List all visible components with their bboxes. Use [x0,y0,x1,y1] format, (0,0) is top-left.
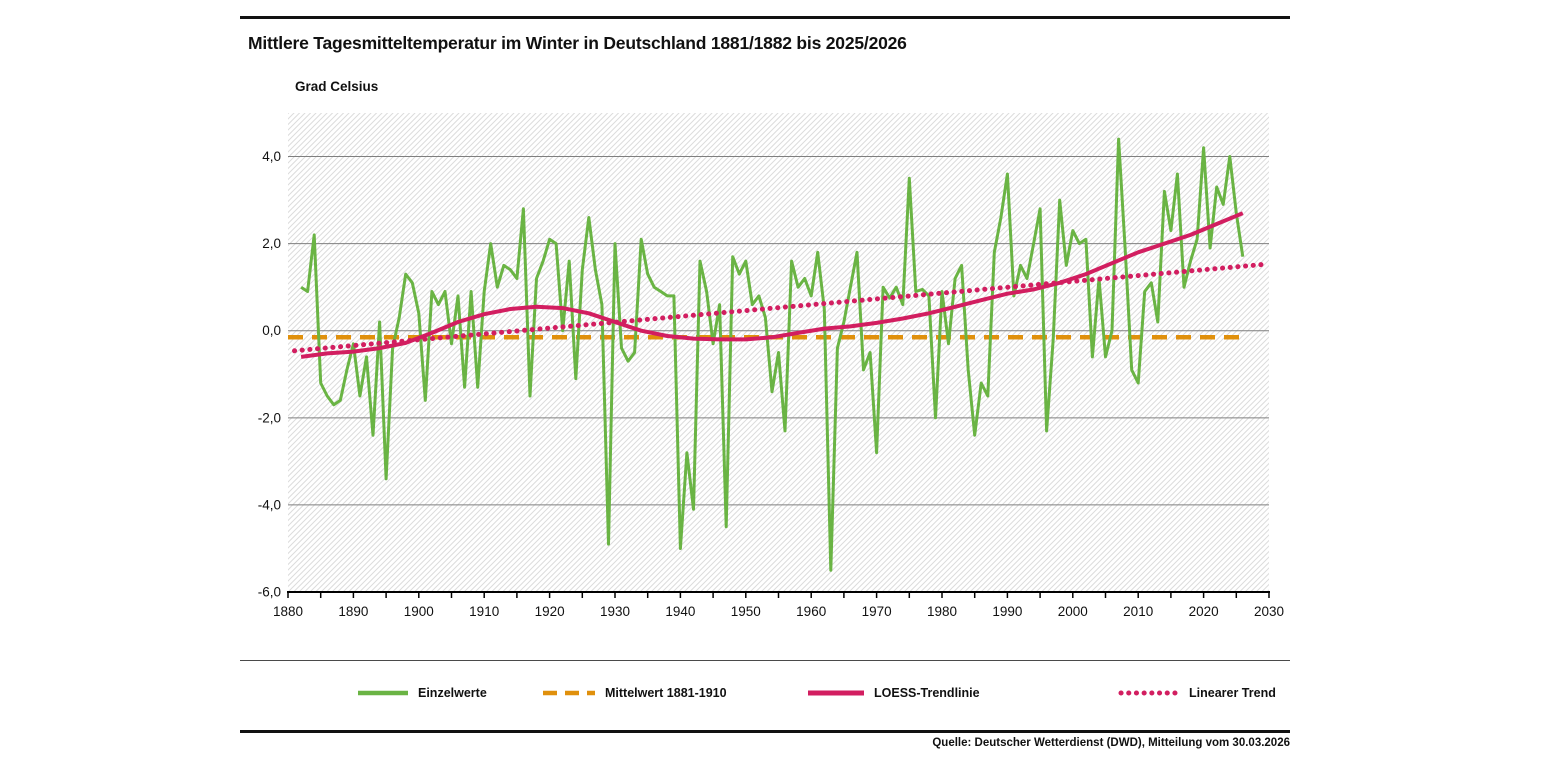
legend-label: Mittelwert 1881-1910 [605,686,727,700]
linear-trend-line-swatch [1118,688,1182,698]
svg-text:1900: 1900 [403,604,434,619]
svg-text:1890: 1890 [338,604,369,619]
svg-text:1910: 1910 [469,604,500,619]
svg-text:2020: 2020 [1188,604,1219,619]
svg-text:-6,0: -6,0 [257,584,281,600]
legend-item-einzelwerte [355,684,487,702]
mittelwert-line-swatch [540,688,598,698]
source-text: Quelle: Deutscher Wetterdienst (DWD), Mitteilung vom 30.03.2026 [932,737,1290,749]
svg-text:1950: 1950 [730,604,761,619]
svg-text:1980: 1980 [926,604,958,619]
legend-label: LOESS-Trendlinie [874,686,980,700]
svg-text:2010: 2010 [1123,604,1154,619]
svg-text:1940: 1940 [665,604,696,619]
svg-text:-2,0: -2,0 [257,410,281,426]
svg-text:2,0: 2,0 [262,236,281,252]
svg-text:1990: 1990 [992,604,1023,619]
y-axis-unit-label: Grad Celsius [295,79,379,94]
loess-line-swatch [805,688,867,698]
svg-text:1880: 1880 [272,604,304,619]
svg-text:2030: 2030 [1253,604,1285,619]
bottom-rule [240,730,1290,733]
svg-text:4,0: 4,0 [262,149,281,165]
svg-text:1930: 1930 [599,604,631,619]
legend-item-linearer-trend [1118,684,1276,702]
svg-text:1960: 1960 [796,604,827,619]
svg-text:-4,0: -4,0 [257,497,281,513]
svg-text:2000: 2000 [1057,604,1088,619]
page-title: Mittlere Tagesmitteltemperatur im Winter in Deutschland 1881/1882 bis 2025/2026 [248,33,907,53]
legend-label: Einzelwerte [418,686,487,700]
svg-text:0,0: 0,0 [262,323,281,339]
legend-item-mittelwert [540,684,727,702]
legend-divider [240,660,1290,661]
svg-text:1920: 1920 [534,604,565,619]
legend-label: Linearer Trend [1189,686,1276,700]
legend-item-loess [805,684,980,702]
svg-text:1970: 1970 [861,604,892,619]
einzelwerte-line-swatch [355,688,411,698]
